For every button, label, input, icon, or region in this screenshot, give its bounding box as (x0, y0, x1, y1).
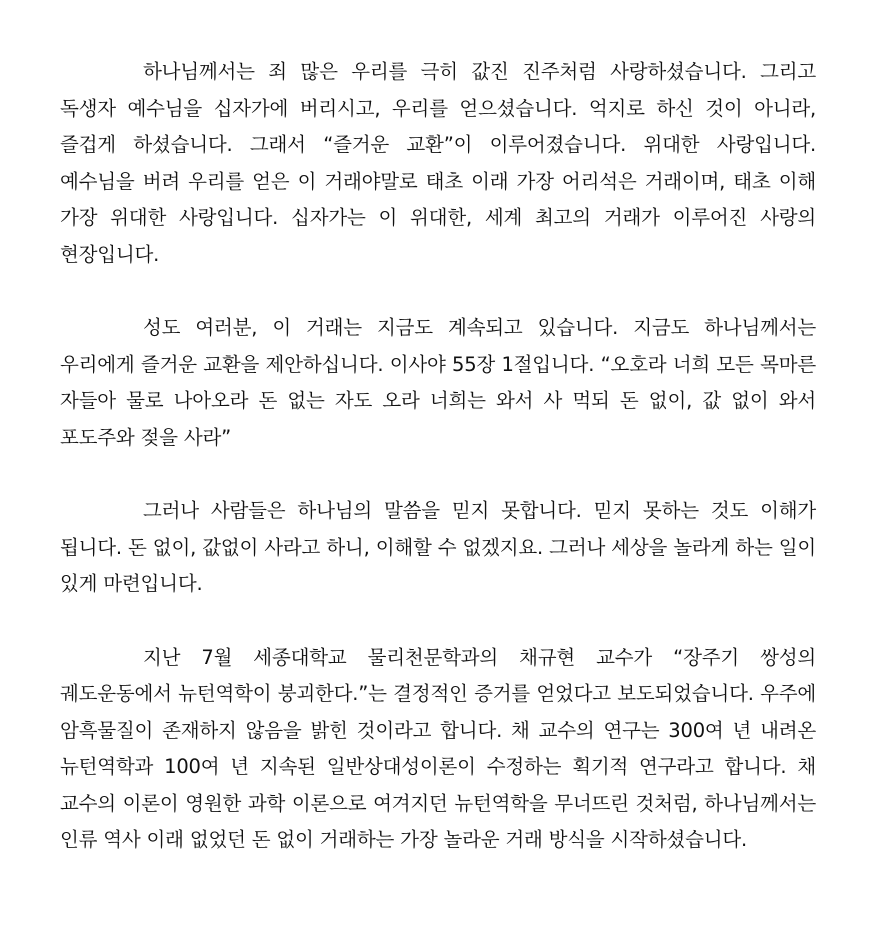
paragraph-isaiah-invitation: 성도 여러분, 이 거래는 지금도 계속되고 있습니다. 지금도 하나님께서는 우리에게 즐거운 교환을 제안하십니다. 이사야 55장 1절입니다. “오호라 너희 모든 목마른 자들아 물로 나아오라 돈 없는 자도 오라 너희는 와서 사 먹되 돈 없이, 값 없이 와서 포도주와 젖을 사라” (60, 316, 816, 449)
paragraph-newton-analogy: 지난 7월 세종대학교 물리천문학과의 채규현 교수가 “장주기 쌍성의 궤도운동에서 뉴턴역학이 붕괴한다.”는 결정적인 증거를 얻었다고 보도되었습니다. 우주에 암흑물질이 존재하지 않음을 밝힌 것이라고 합니다. 채 교수의 연구는 300여 년 내려온 뉴턴역학과 100여 년 지속된 일반상대성이론이 수정하는 획기적 연구라고 합니다. 채 교수의 이론이 영원한 과학 이론으로 여겨지던 뉴턴역학을 무너뜨린 것처럼, 하나님께서는 인류 역사 이래 없었던 돈 없이 거래하는 가장 놀라운 거래 방식을 시작하셨습니다. (60, 645, 816, 851)
paragraph-disbelief: 그러나 사람들은 하나님의 말씀을 믿지 못합니다. 믿지 못하는 것도 이해가 됩니다. 돈 없이, 값없이 사라고 하니, 이해할 수 없겠지요. 그러나 세상을 놀라게 하는 일이 있게 마련입니다. (60, 499, 816, 595)
paragraph-love-exchange: 하나님께서는 죄 많은 우리를 극히 값진 진주처럼 사랑하셨습니다. 그리고 독생자 예수님을 십자가에 버리시고, 우리를 얻으셨습니다. 억지로 하신 것이 아니라, 즐겁게 하셨습니다. 그래서 “즐거운 교환”이 이루어졌습니다. 위대한 사랑입니다. 예수님을 버려 우리를 얻은 이 거래야말로 태초 이래 가장 어리석은 거래이며, 태초 이해 가장 위대한 사랑입니다. 십자가는 이 위대한, 세계 최고의 거래가 이루어진 사랑의 현장입니다. (60, 60, 816, 266)
document-body (60, 54, 816, 859)
